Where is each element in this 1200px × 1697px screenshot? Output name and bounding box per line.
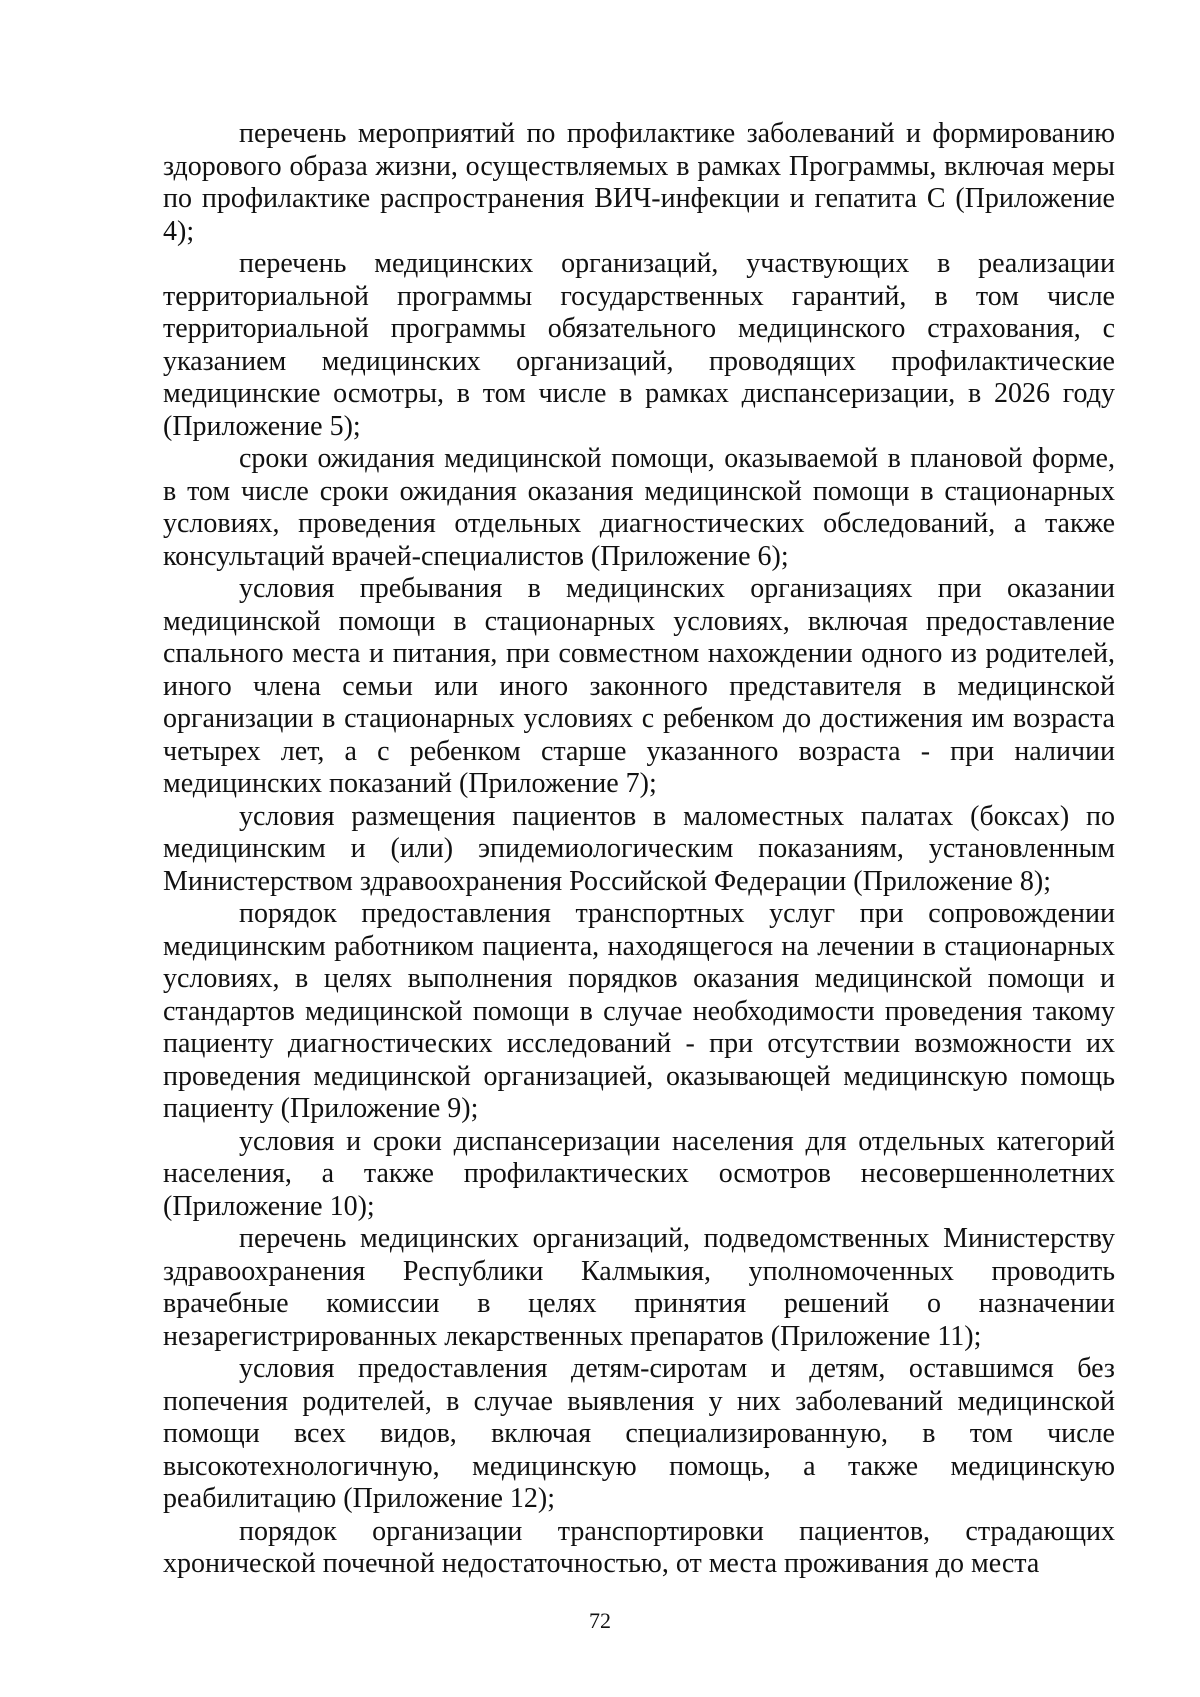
document-body <box>163 118 1115 1581</box>
paragraph-appendix-7: условия пребывания в медицинских организациях при оказании медицинской помощи в стационарных условиях, включая предоставление спального места и питания, при совместном нахождении одного из родителей, иного члена семьи или иного законного представителя в медицинской организации в стационарных условиях с ребенком до достижения им возраста четырех лет, а с ребенком старше указанного возраста - при наличии медицинских показаний (Приложение 7); <box>163 573 1115 799</box>
paragraph-appendix-5: перечень медицинских организаций, участвующих в реализации территориальной программы государственных гарантий, в том числе территориальной программы обязательного медицинского страхования, с указанием медицинских организаций, проводящих профилактические медицинские осмотры, в том числе в рамках диспансеризации, в 2026 году (Приложение 5); <box>163 248 1115 442</box>
paragraph-transportation-order: порядок организации транспортировки пациентов, страдающих хронической почечной недостаточностью, от места проживания до места <box>163 1515 1115 1579</box>
paragraph-appendix-11: перечень медицинских организаций, подведомственных Министерству здравоохранения Республики Калмыкия, уполномоченных проводить врачебные комиссии в целях принятия решений о назначении незарегистрированных лекарственных препаратов (Приложение 11); <box>163 1223 1115 1352</box>
paragraph-appendix-9: порядок предоставления транспортных услуг при сопровождении медицинским работником пациента, находящегося на лечении в стационарных условиях, в целях выполнения порядков оказания медицинской помощи и стандартов медицинской помощи в случае необходимости проведения такому пациенту диагностических исследований - при отсутствии возможности их проведения медицинской организацией, оказывающей медицинскую помощь пациенту (Приложение 9); <box>163 898 1115 1124</box>
page-number: 72 <box>589 1608 611 1633</box>
paragraph-appendix-6: сроки ожидания медицинской помощи, оказываемой в плановой форме, в том числе сроки ожидания оказания медицинской помощи в стационарных условиях, проведения отдельных диагностических обследований, а также консультаций врачей-специалистов (Приложение 6); <box>163 443 1115 572</box>
paragraph-appendix-10: условия и сроки диспансеризации населения для отдельных категорий населения, а также профилактических осмотров несовершеннолетних (Приложение 10); <box>163 1125 1115 1222</box>
paragraph-appendix-8: условия размещения пациентов в маломестных палатах (боксах) по медицинским и (или) эпидемиологическим показаниям, установленным Министерством здравоохранения Российской Федерации (Приложение 8); <box>163 800 1115 897</box>
paragraph-appendix-4: перечень мероприятий по профилактике заболеваний и формированию здорового образа жизни, осуществляемых в рамках Программы, включая меры по профилактике распространения ВИЧ-инфекции и гепатита С (Приложение 4); <box>163 118 1115 247</box>
paragraph-appendix-12: условия предоставления детям-сиротам и детям, оставшимся без попечения родителей, в случае выявления у них заболеваний медицинской помощи всех видов, включая специализированную, в том числе высокотехнологичную, медицинскую помощь, а также медицинскую реабилитацию (Приложение 12); <box>163 1353 1115 1514</box>
